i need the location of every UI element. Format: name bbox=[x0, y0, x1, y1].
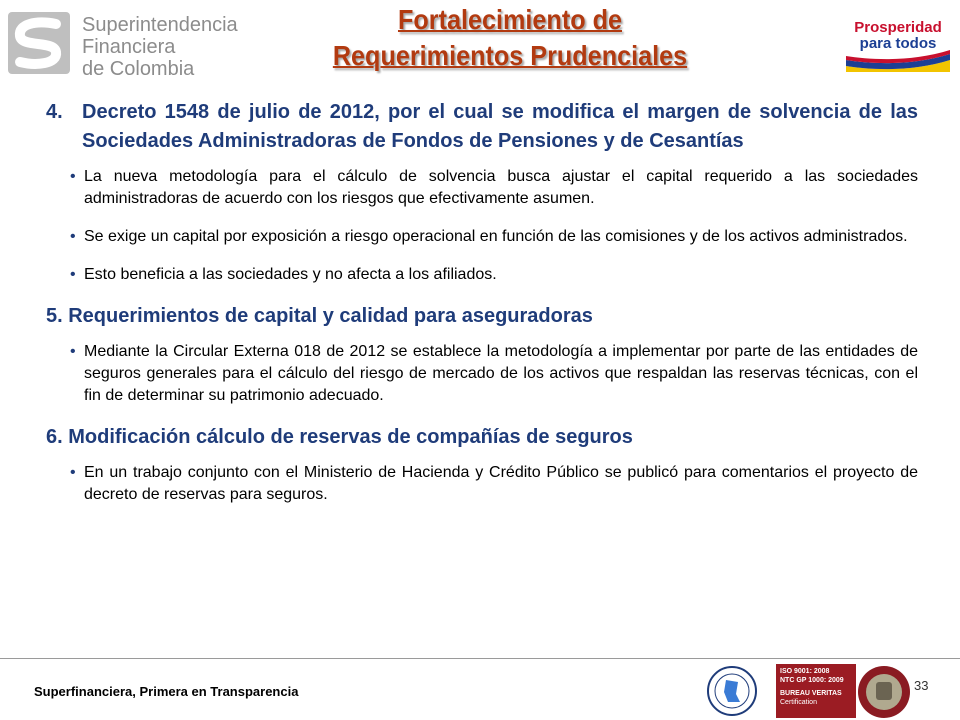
bureau-veritas-seal-icon bbox=[856, 664, 912, 720]
logo-word-2: para todos bbox=[859, 35, 937, 52]
list-item bbox=[70, 226, 918, 248]
superfinanciera-logo-mark-icon bbox=[6, 10, 72, 76]
logo-text-line-1: Superintendencia bbox=[82, 14, 238, 36]
section-heading: 5. Requerimientos de capital y calidad para aseguradoras bbox=[46, 305, 593, 327]
page-title-line-1: Fortalecimiento de bbox=[397, 4, 623, 35]
prosperidad-logo bbox=[842, 12, 954, 76]
bullet-text: La nueva metodología para el cálculo de solvencia busca ajustar el capital requerido a las sociedades administradoras de acuerdo con los riesgos que efectivamente asumen. bbox=[84, 168, 918, 207]
list-item bbox=[70, 264, 918, 286]
page-title-line-2: Requerimientos Prudenciales bbox=[332, 40, 688, 71]
section-4 bbox=[46, 98, 918, 286]
section-heading-text: Decreto 1548 de julio de 2012, por el cual se modifica el margen de solvencia de las Sociedades Administradoras de Fondos de Pensiones y de Cesantías bbox=[82, 101, 918, 152]
iso-line-2: NTC GP 1000: 2009 bbox=[780, 677, 844, 684]
bullet-text: En un trabajo conjunto con el Ministerio de Hacienda y Crédito Público se publicó para comentarios el proyecto de decreto de reservas para seguros. bbox=[84, 464, 918, 503]
bullet-list bbox=[70, 341, 918, 407]
iso-line-1: ISO 9001: 2008 bbox=[780, 668, 830, 675]
page-title bbox=[321, 2, 699, 74]
iso-certification-badge bbox=[776, 664, 856, 718]
iso-line-4: Certification bbox=[780, 699, 817, 706]
bullet-icon: • bbox=[70, 168, 76, 185]
section-5 bbox=[46, 302, 918, 407]
bullet-list bbox=[70, 462, 918, 506]
bullet-icon: • bbox=[70, 464, 76, 481]
footer-divider bbox=[0, 658, 960, 659]
logo-text-line-2: Financiera bbox=[82, 36, 176, 58]
bullet-text: Mediante la Circular Externa 018 de 2012 se establece la metodología a implementar por parte de las entidades de seguros generales para el cálculo del riesgo de mercado de los activos que respaldan las reservas técnicas, con el fin de determinar su patrimonio adecuado. bbox=[84, 343, 918, 404]
bullet-text: Esto beneficia a las sociedades y no afecta a los afiliados. bbox=[84, 266, 497, 283]
bullet-icon: • bbox=[70, 343, 76, 360]
list-item bbox=[70, 166, 918, 210]
bullet-list bbox=[70, 166, 918, 286]
section-heading: 6. Modificación cálculo de reservas de compañías de seguros bbox=[46, 426, 633, 448]
footer-tagline: Superfinanciera, Primera en Transparencia bbox=[34, 684, 299, 699]
bullet-icon: • bbox=[70, 266, 76, 283]
section-6 bbox=[46, 423, 918, 506]
superfinanciera-logo bbox=[6, 6, 238, 80]
section-heading bbox=[46, 98, 918, 156]
section-number: 4. bbox=[46, 101, 63, 123]
bullet-icon: • bbox=[70, 228, 76, 245]
list-item bbox=[70, 341, 918, 407]
main-content bbox=[46, 92, 918, 522]
bullet-text: Se exige un capital por exposición a riesgo operacional en función de las comisiones y de los activos administrados. bbox=[84, 228, 908, 245]
logo-word-1: Prosperidad bbox=[854, 19, 942, 36]
page-number: 33 bbox=[914, 678, 929, 693]
certification-seal-icon bbox=[696, 664, 768, 718]
prosperidad-logo-icon bbox=[842, 12, 954, 76]
list-item bbox=[70, 462, 918, 506]
iso-line-3: BUREAU VERITAS bbox=[780, 690, 842, 697]
logo-text-line-3: de Colombia bbox=[82, 58, 195, 80]
